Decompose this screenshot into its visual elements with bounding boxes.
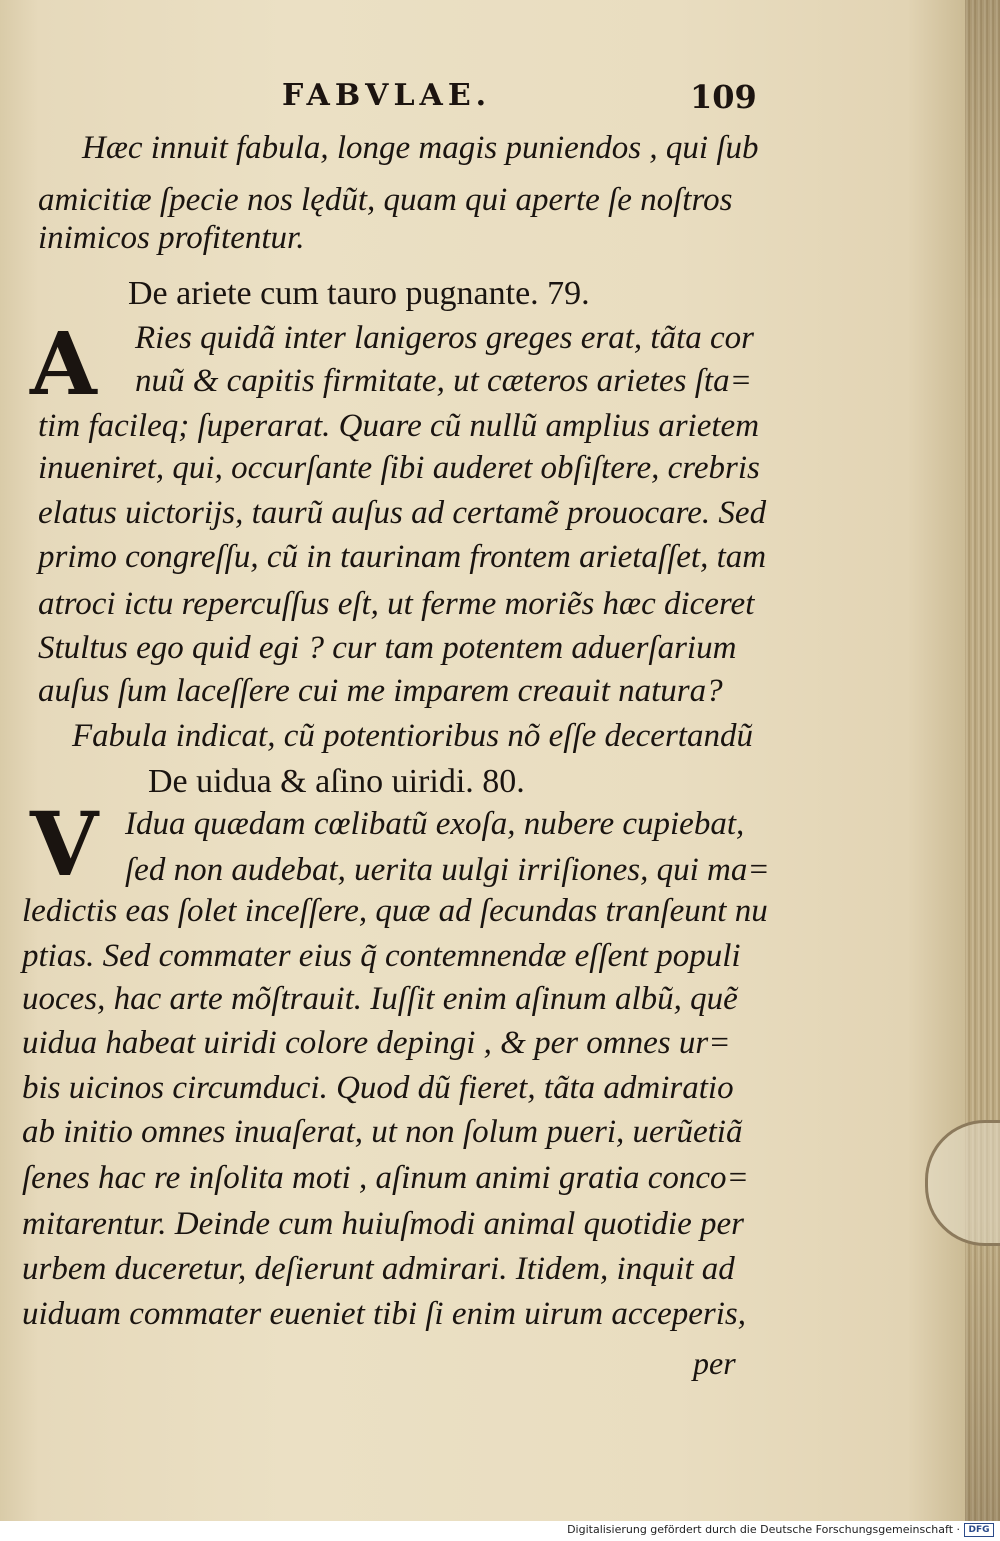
page-edge	[965, 0, 1000, 1521]
fable-79-line: Stultus ego quid egi ? cur tam potentem aduerſarium	[38, 630, 737, 666]
fable-80-line: Idua quædam cœlibatũ exoſa, nubere cupiebat,	[125, 806, 745, 842]
fable-80-line: urbem duceretur, deſierunt admirari. Itidem, inquit ad	[22, 1251, 735, 1287]
page-header	[0, 78, 965, 128]
fable-80-line: mitarentur. Deinde cum huiuſmodi animal quotidie per	[22, 1206, 744, 1242]
fable-79-line: Ries quidã inter lanigeros greges erat, tãta cor	[135, 320, 754, 356]
intro-line: inimicos profitentur.	[38, 220, 305, 256]
catchword: per	[693, 1345, 736, 1381]
intro-line: Hæc innuit fabula, longe magis puniendos , qui ſub	[82, 130, 759, 166]
fable-79-moral: Fabula indicat, cũ potentioribus nõ eſſe decertandũ	[72, 718, 753, 754]
fable-79-initial: A	[30, 314, 97, 415]
fable-79-line: primo congreſſu, cũ in taurinam frontem arietaſſet, tam	[38, 539, 767, 575]
running-title: FABVLAE.	[282, 78, 492, 113]
fable-80-line: bis uicinos circumduci. Quod dũ fieret, tãta admiratio	[22, 1070, 734, 1106]
fable-80-line: uoces, hac arte mõſtrauit. Iuſſit enim aſinum albũ, quẽ	[22, 981, 738, 1017]
dfg-logo: DFG	[964, 1523, 994, 1537]
fable-80-line: ſenes hac re inſolita moti , aſinum animi gratia conco=	[22, 1160, 749, 1196]
fable-79-line: auſus ſum laceſſere cui me imparem creauit natura?	[38, 673, 723, 709]
fable-79-line: elatus uictorijs, taurũ auſus ad certamẽ prouocare. Sed	[38, 495, 767, 531]
fable-80-line: uidua habeat uiridi colore depingi , & per omnes ur=	[22, 1025, 731, 1061]
footer-bar	[0, 1521, 1000, 1541]
fable-80-line: ptias. Sed commater eius q̃ contemnendæ eſſent populi	[22, 938, 741, 974]
fable-80-line: ab initio omnes inuaſerat, ut non ſolum pueri, uerũetiã	[22, 1114, 743, 1150]
fable-80-initial: V	[30, 792, 99, 896]
fable-80-line: uiduam commater eueniet tibi ſi enim uirum acceperis,	[22, 1296, 747, 1332]
funding-credit: Digitalisierung gefördert durch die Deutsche Forschungsgemeinschaft ·	[567, 1523, 960, 1536]
fable-79-line: tim facileq; ſuperarat. Quare cũ nullũ amplius arietem	[38, 408, 760, 444]
intro-line: amicitiæ ſpecie nos lędũt, quam qui aperte ſe noſtros	[38, 182, 733, 218]
fable-79-line: atroci ictu repercuſſus eſt, ut ferme moriẽs hæc diceret	[38, 586, 755, 622]
fable-79-line: nuũ & capitis firmitate, ut cæteros arietes ſta=	[135, 363, 752, 399]
fable-80-heading: De uidua & aſino uiridi. 80.	[148, 763, 525, 800]
page-number: 109	[690, 78, 757, 116]
fable-80-line: ledictis eas ſolet inceſſere, quæ ad ſecundas tranſeunt nu	[22, 893, 768, 929]
fable-79-line: inueniret, qui, occurſante ſibi auderet obſiſtere, crebris	[38, 450, 760, 486]
fable-79-heading: De ariete cum tauro pugnante. 79.	[128, 275, 590, 312]
fable-80-line: ſed non audebat, uerita uulgi irriſiones, qui ma=	[125, 852, 770, 888]
